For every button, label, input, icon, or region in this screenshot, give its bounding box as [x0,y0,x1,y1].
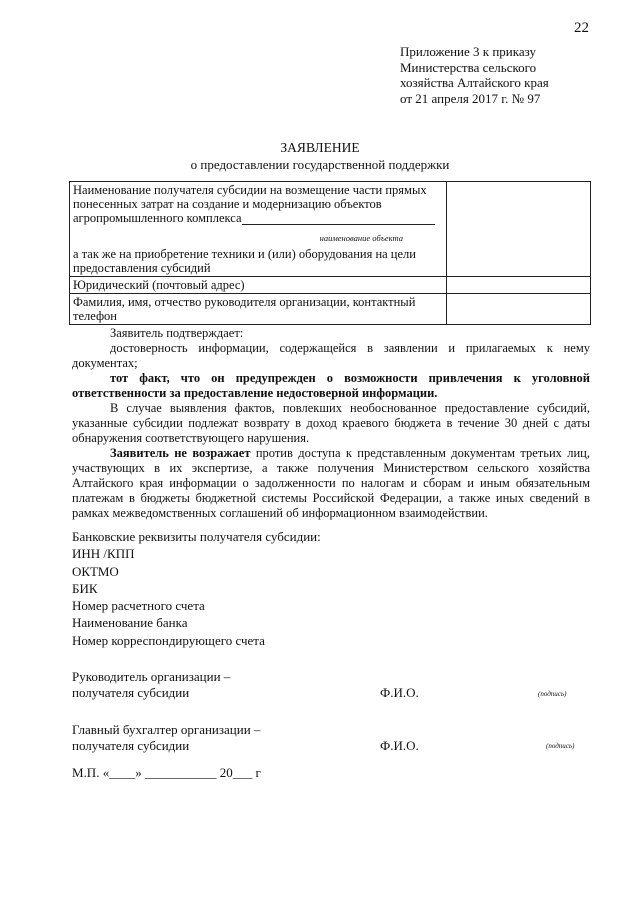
bank-item: Наименование банка [72,615,188,631]
head-sign-hint: (подпись) [538,690,567,698]
accountant-sign-hint: (подпись) [546,742,575,750]
bank-item: Номер корреспондирующего счета [72,632,265,648]
director-label: Фамилия, имя, отчество руководителя организации, контактный телефон [70,294,447,325]
page-number: 22 [574,20,589,36]
statement-block [72,326,590,521]
table-row [70,277,591,294]
applicant-name-label: Наименование получателя субсидии на возмещение части прямых понесенных затрат на создание и модернизацию объектов агропромышленного комплекса [73,183,443,225]
document-subtitle: о предоставлении государственной поддержки [190,157,450,172]
warning-paragraph: тот факт, что он предупрежден о возможности привлечения к уголовной ответственности за предоставление недостоверной информации. [72,371,590,400]
appendix-line: хозяйства Алтайского края [400,75,549,90]
bank-item: Номер расчетного счета [72,598,205,614]
applicant-table [69,181,591,325]
appendix-line: Приложение 3 к приказу [400,44,537,59]
appendix-line: от 21 апреля 2017 г. № 97 [400,90,541,106]
bank-heading: Банковские реквизиты получателя субсидии: [72,529,321,544]
table-row [70,294,591,325]
confirms-line: Заявитель подтверждает: [110,326,244,340]
appendix-reference [400,44,549,106]
applicant-name-cell [70,182,447,277]
appendix-line: Министерства сельского [400,59,537,75]
bank-item: ОКТМО [72,563,119,579]
table-row [70,182,591,277]
fill-line [242,213,435,225]
consent-lead: Заявитель не возражает [110,446,251,460]
refund-paragraph: В случае выявления фактов, повлекших необоснованное предоставление субсидий, указанные субсидии подлежат возврату в доход краевого бюджета в течение 30 дней с даты обнаружения соответствующего нарушения. [72,401,590,445]
document-title: ЗАЯВЛЕНИЕ [280,140,360,155]
bank-item: БИК [72,580,98,596]
legal-address-value[interactable] [447,277,591,294]
reliability-paragraph: достоверность информации, содержащейся в заявлении и прилагаемых к нему документах; [72,341,590,370]
accountant-fio: Ф.И.О. [380,738,419,753]
accountant-signature-label: Главный бухгалтер организации – получателя субсидии [72,722,261,753]
head-signature-label: Руководитель организации – получателя субсидии [72,669,231,700]
equipment-label: а так же на приобретение техники и (или) оборудования на цели предоставления субсидий [73,247,416,275]
consent-paragraph [72,446,590,521]
legal-address-label: Юридический (почтовый адрес) [70,277,447,294]
director-value[interactable] [447,294,591,325]
stamp-date-line: М.П. «____» ___________ 20___ г [72,765,261,780]
applicant-name-value[interactable] [447,182,591,277]
head-fio: Ф.И.О. [380,685,419,700]
bank-details [72,528,321,649]
bank-item: ИНН /КПП [72,546,135,562]
consent-text: против доступа к представленным документам третьих лиц, участвующих в их экспертизе, а также получения Министерством сельского хозяйства Алтайского края информации о задолженности по налогам и сборам и иным обязательным платежам в бюджеты бюджетной системы Российской Федерации, а также иных сведений в рамках межведомственных соглашений об информационном взаимодействии. [72,446,590,520]
object-name-hint: наименование объекта [319,233,403,243]
